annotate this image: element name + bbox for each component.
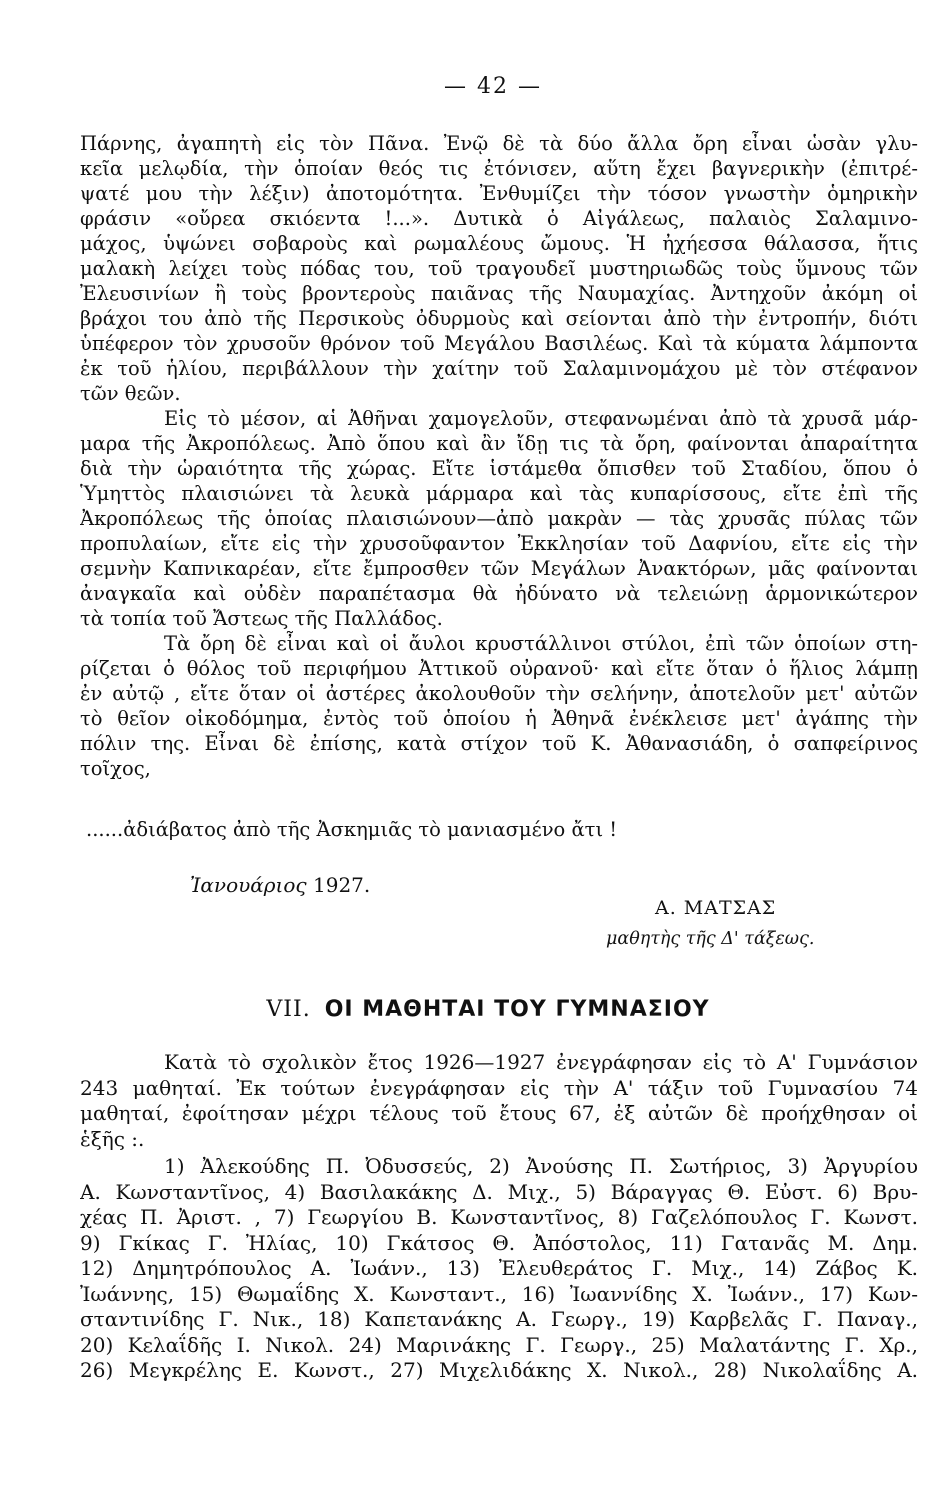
text-line: χέας Π. Ἀριστ. , 7) Γεωργίου Β. Κωνσταντῖνος, 8) Γαζελόπουλος Γ. Κωνστ. — [80, 1205, 918, 1229]
text-line: σταντινίδης Γ. Νικ., 18) Καπετανάκης Α. Γεωργ., 19) Καρβελᾶς Γ. Παναγ., — [80, 1307, 918, 1331]
text-line: μαρα τῆς Ἀκροπόλεως. Ἀπὸ ὅπου καὶ ἂν ἴδῃ τις τὰ ὄρη, φαίνονται ἀπαραίτητα — [80, 432, 918, 455]
text-line: βράχοι του ἀπὸ τῆς Περσικοὺς ὀδυρμοὺς καὶ σείονται ἀπὸ τὴν ἐντροπήν, διότι — [80, 307, 918, 330]
text-line: 243 μαθηταί. Ἐκ τούτων ἐνεγράφησαν εἰς τὴν Α' τάξιν τοῦ Γυμνασίου 74 — [80, 1075, 918, 1100]
paragraph-enrollment — [80, 1050, 918, 1152]
text-line: σεμνὴν Καπνικαρέαν, εἴτε ἔμπροσθεν τῶν Μεγάλων Ἀνακτόρων, μᾶς φαίνονται — [80, 557, 918, 580]
section-heading — [0, 997, 926, 1022]
text-line: μαθηταί, ἐφοίτησαν μέχρι τέλους τοῦ ἔτους 67, ἐξ αὐτῶν δὲ προήχθησαν οἱ — [80, 1101, 918, 1125]
text-line: κεῖα μελῳδία, τὴν ὁποίαν θεός τις ἐτόνισεν, αὕτη ἔχει βαγνερικὴν (ἐπιτρέ- — [80, 157, 918, 180]
page-number: — 42 — — [444, 74, 542, 99]
text-line: Ἰωάννης, 15) Θωμαΐδης Χ. Κωνσταντ., 16) Ἰωαννίδης Χ. Ἰωάνν., 17) Κων- — [80, 1281, 918, 1306]
text-line: πόλιν της. Εἶναι δὲ ἐπίσης, κατὰ στίχον τοῦ Κ. Ἀθανασιάδη, ὁ σαπφείρινος — [80, 732, 918, 755]
text-line: ρίζεται ὁ θόλος τοῦ περιφήμου Ἀττικοῦ οὐρανοῦ· καὶ εἴτε ὅταν ὁ ἥλιος λάμπῃ — [80, 657, 918, 680]
text-line: διὰ τὴν ὡραιότητα τῆς χώρας. Εἴτε ἱστάμεθα ὄπισθεν τοῦ Σταδίου, ὅπου ὁ — [80, 457, 918, 480]
text-line: 26) Μεγκρέλης Ε. Κωνστ., 27) Μιχελιδάκης Χ. Νικολ., 28) Νικολαΐδης Α. — [80, 1358, 918, 1382]
text-line: Ὑμηττὸς πλαισιώνει τὰ λευκὰ μάρμαρα καὶ τὰς κυπαρίσσους, εἴτε ἐπὶ τῆς — [80, 482, 918, 505]
text-line: Ἀκροπόλεως τῆς ὁποίας πλαισιώνουν—ἀπὸ μακρὰν — τὰς χρυσᾶς πύλας τῶν — [80, 507, 918, 530]
text-line: ἀναγκαῖα καὶ οὐδὲν παραπέτασμα θὰ ἠδύνατο νὰ τελειώνῃ ἁρμονικώτερον — [80, 582, 918, 605]
text-line: Εἰς τὸ μέσον, αἱ Ἀθῆναι χαμογελοῦν, στεφανωμέναι ἀπὸ τὰ χρυσᾶ μάρ- — [164, 407, 918, 430]
text-line: τῶν θεῶν. — [80, 382, 181, 405]
text-line: Πάρνης, ἀγαπητὴ εἰς τὸν Πᾶνα. Ἐνῷ δὲ τὰ δύο ἄλλα ὄρη εἶναι ὡσὰν γλυ- — [80, 132, 918, 155]
text-line: 9) Γκίκας Γ. Ἠλίας, 10) Γκάτσος Θ. Ἀπόστολος, 11) Γατανᾶς Μ. Δημ. — [80, 1230, 918, 1255]
paragraph-student-list — [80, 1154, 918, 1384]
text-line: Τὰ ὄρη δὲ εἶναι καὶ οἱ ἄυλοι κρυστάλλινοι στύλοι, ἐπὶ τῶν ὁποίων στη- — [164, 632, 918, 655]
text-line: ἑξῆς :. — [80, 1126, 145, 1151]
author-name: Α. ΜΑΤΣΑΣ — [655, 897, 777, 919]
date-year: 1927. — [313, 873, 371, 897]
verse-quote: ......ἀδιάβατος ἀπὸ τῆς Ἀσκημιᾶς τὸ μανιασμένο ἄτι ! — [86, 818, 618, 841]
text-line: τὰ τοπία τοῦ Ἄστεως τῆς Παλλάδος. — [80, 607, 443, 630]
date-line — [190, 873, 370, 897]
text-line: φράσιν «οὔρεα σκιόεντα !...». Δυτικὰ ὁ Αἰγάλεως, παλαιὸς Σαλαμινο- — [80, 207, 918, 230]
text-line: τοῖχος, — [80, 757, 151, 780]
author-role: μαθητὴς τῆς Δ' τάξεως. — [606, 929, 815, 949]
text-line: ὑπέφερον τὸν χρυσοῦν θρόνον τοῦ Μεγάλου Βασιλέως. Καὶ τὰ κύματα λάμποντα — [80, 332, 918, 355]
text-line: ἐν αὐτῷ , εἴτε ὅταν οἱ ἀστέρες ἀκολουθοῦν τὴν σελήνην, ἀποτελοῦν μετ' αὐτῶν — [80, 682, 918, 705]
text-line: 20) Κελαΐδῆς Ι. Νικολ. 24) Μαρινάκης Γ. Γεωργ., 25) Μαλατάντης Γ. Χρ., — [80, 1332, 918, 1357]
text-line: ψατέ μου τὴν λέξιν) ἀποτομότητα. Ἐνθυμίζει τὴν τόσον γνωστὴν ὁμηρικὴν — [80, 182, 918, 205]
text-line: 1) Ἀλεκούδης Π. Ὀδυσσεύς, 2) Ἀνούσης Π. Σωτήριος, 3) Ἀργυρίου — [164, 1154, 918, 1178]
text-line: 12) Δημητρόπουλος Α. Ἰωάνν., 13) Ἐλευθεράτος Γ. Μιχ., 14) Ζάβος Κ. — [80, 1256, 918, 1280]
text-line: Ἐλευσινίων ἢ τοὺς βροντεροὺς παιᾶνας τῆς Ναυμαχίας. Ἀντηχοῦν ἀκόμη οἱ — [80, 282, 918, 305]
text-line: Α. Κωνσταντῖνος, 4) Βασιλακάκης Δ. Μιχ., 5) Βάραγγας Θ. Εὐστ. 6) Βρυ- — [80, 1179, 918, 1204]
paragraph-athens — [80, 406, 918, 631]
paragraph-pillars — [80, 631, 918, 781]
text-line: μάχος, ὑψώνει σοβαροὺς καὶ ρωμαλέους ὤμους. Ἡ ἠχήεσσα θάλασσα, ἥτις — [80, 232, 918, 255]
text-line: Κατὰ τὸ σχολικὸν ἔτος 1926—1927 ἐνεγράφησαν εἰς τὸ Α' Γυμνάσιον — [164, 1050, 918, 1074]
text-line: ἐκ τοῦ ἡλίου, περιβάλλουν τὴν χαίτην τοῦ Σαλαμινομάχου μὲ τὸν στέφανον — [80, 357, 918, 380]
date-month: Ἰανουάριος — [190, 873, 307, 897]
text-line: προπυλαίων, εἴτε εἰς τὴν χρυσοῦφαντον Ἐκκλησίαν τοῦ Δαφνίου, εἴτε εἰς τὴν — [80, 532, 918, 555]
section-number: VII. — [266, 997, 311, 1022]
text-line: μαλακὴ λείχει τοὺς πόδας του, τοῦ τραγουδεῖ μυστηριωδῶς τοὺς ὕμνους τῶν — [80, 257, 918, 280]
section-title: ΟΙ ΜΑΘΗΤΑΙ ΤΟΥ ΓΥΜΝΑΣΙΟΥ — [324, 997, 710, 1022]
paragraph-mountains — [80, 131, 918, 406]
text-line: τὸ θεῖον οἰκοδόμημα, ἐντὸς τοῦ ὁποίου ἡ Ἀθηνᾶ ἐνέκλεισε μετ' ἀγάπης τὴν — [80, 707, 918, 730]
